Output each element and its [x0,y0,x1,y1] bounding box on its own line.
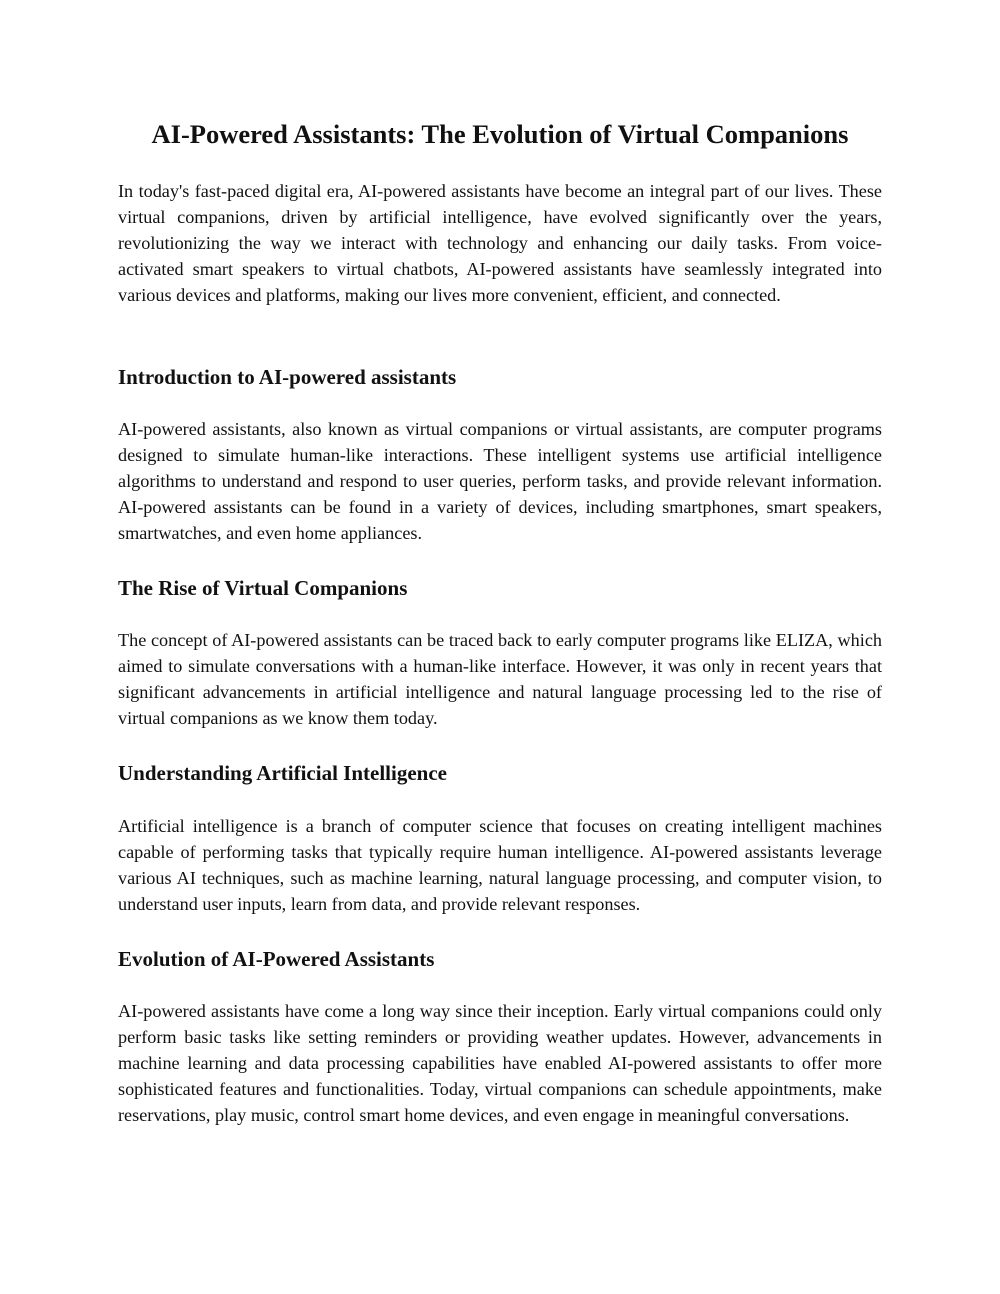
document-title: AI-Powered Assistants: The Evolution of Virtual Companions [151,119,849,149]
section-body-introduction: AI-powered assistants, also known as virtual companions or virtual assistants, are computer programs designed to simulate human-like interactions. These intelligent systems use artificial intelligence algorithms to understand and respond to user queries, perform tasks, and provide relevant information. AI-powered assistants can be found in a variety of devices, including smartphones, smart speakers, smartwatches, and even home appliances. [118,419,882,543]
section-heading-understanding-ai: Understanding Artificial Intelligence [118,761,447,785]
section-heading-evolution: Evolution of AI-Powered Assistants [118,947,435,971]
section-heading-introduction: Introduction to AI-powered assistants [118,365,457,389]
section-body-understanding-ai: Artificial intelligence is a branch of computer science that focuses on creating intelligent machines capable of performing tasks that typically require human intelligence. AI-powered assistants leverage various AI techniques, such as machine learning, natural language processing, and computer vision, to understand user inputs, learn from data, and provide relevant responses. [118,816,882,914]
intro-paragraph: In today's fast-paced digital era, AI-powered assistants have become an integral part of our lives. These virtual companions, driven by artificial intelligence, have evolved significantly over the years, revolutionizing the way we interact with technology and enhancing our daily tasks. From voice-activated smart speakers to virtual chatbots, AI-powered assistants have seamlessly integrated into various devices and platforms, making our lives more convenient, efficient, and connected. [118,181,882,305]
section-heading-rise: The Rise of Virtual Companions [118,576,408,600]
section-body-evolution: AI-powered assistants have come a long way since their inception. Early virtual companions could only perform basic tasks like setting reminders or providing weather updates. However, advancements in machine learning and data processing capabilities have enabled AI-powered assistants to offer more sophisticated features and functionalities. Today, virtual companions can schedule appointments, make reservations, play music, control smart home devices, and even engage in meaningful conversations. [118,1001,882,1125]
section-body-rise: The concept of AI-powered assistants can be traced back to early computer programs like ELIZA, which aimed to simulate conversations with a human-like interface. However, it was only in recent years that significant advancements in artificial intelligence and natural language processing led to the rise of virtual companions as we know them today. [118,630,882,728]
